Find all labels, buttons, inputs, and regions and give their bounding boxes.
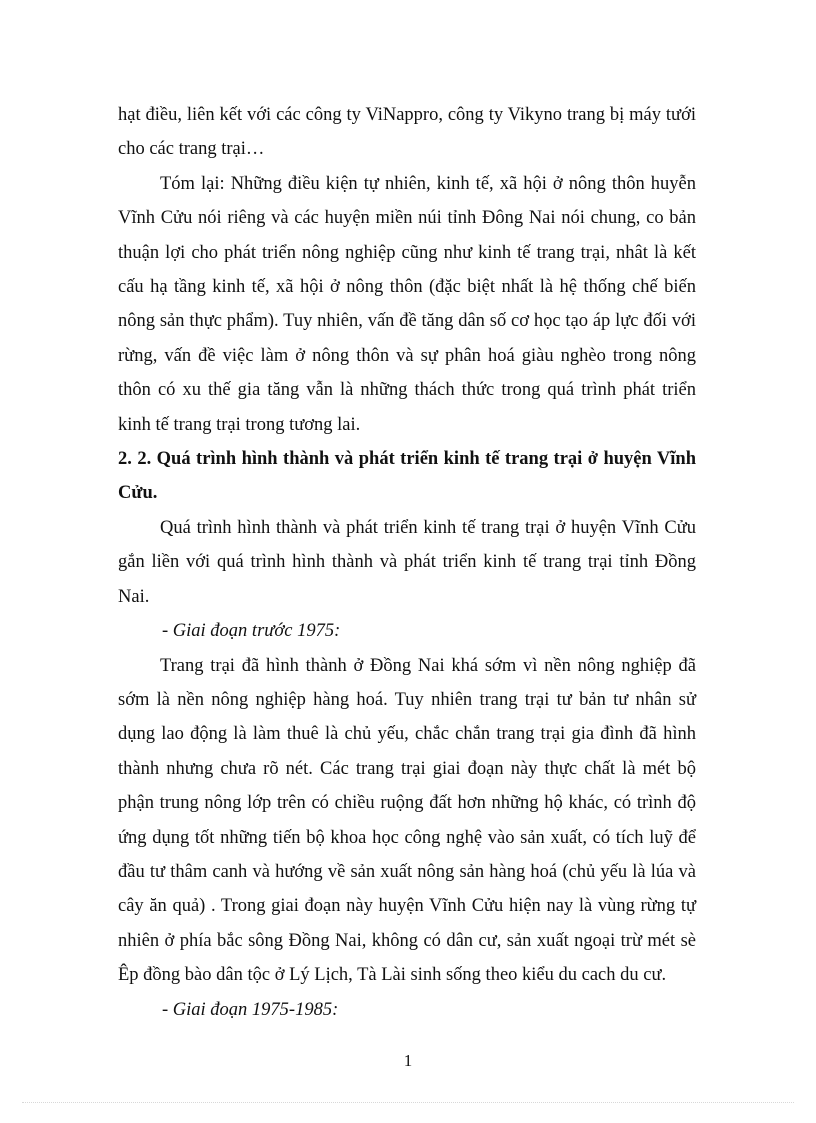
paragraph-summary: Tóm lại: Những điều kiện tự nhiên, kinh tế, xã hội ở nông thôn huyễn Vĩnh Cửu nói riêng và các huyện miền núi tỉnh Đông Nai nói chung, co bản thuận lợi cho phát triển nông nghiệp cũng như kinh tế trang trại, nhât là kết cấu hạ tầng kinh tế, xã hội ở nông thôn (đặc biệt nhất là hệ thống chế biến nông sản thực phẩm). Tuy nhiên, vấn đề tăng dân số cơ học tạo áp lực đối với rừng, vấn đề việc làm ở nông thôn và sự phân hoá giàu nghèo trong nông thôn có xu thế gia tăng vẫn là những thách thức trong quá trình phát triển kinh tế trang trại trong tương lai. [118, 173, 696, 435]
paragraph-intro: Quá trình hình thành và phát triển kinh tế trang trại ở huyện Vĩnh Cửu gắn liền với quá trình hình thành và phát triển kinh tế trang trại tỉnh Đồng Nai. [118, 517, 696, 607]
paragraph-before-1975: Trang trại đã hình thành ở Đồng Nai khá sớm vì nền nông nghiệp đã sớm là nền nông nghiệp hàng hoá. Tuy nhiên trang trại tư bản tư nhân sử dụng lao động là làm thuê là chủ yếu, chắc chắn trang trại gia đình đã hình thành nhưng chưa rõ nét. Các trang trại giai đoạn này thực chất là mét bộ phận trung nông lớp trên có chiều ruộng đất hơn những hộ khác, có trình độ ứng dụng tốt những tiến bộ khoa học công nghệ vào sản xuất, có tích luỹ để đầu tư thâm canh và hướng về sản xuất nông sản hàng hoá (chủ yếu là lúa và cây ăn quả) . Trong giai đoạn này huyện Vĩnh Cửu hiện nay là vùng rừng tự nhiên ở phía bắc sông Đồng Nai, không có dân cư, sản xuất ngoại trừ mét sè Êp đồng bào dân tộc ở Lý Lịch, Tà Lài sinh sống theo kiểu du cach du cư. [118, 655, 696, 986]
document-body [118, 98, 696, 1027]
section-heading: 2. 2. Quá trình hình thành và phát triển kinh tế trang trại ở huyện Vĩnh Cửu. [118, 449, 696, 504]
period-label-1975-1985: - Giai đoạn 1975-1985: [162, 999, 339, 1020]
period-label-before-1975: - Giai đoạn trước 1975: [162, 621, 341, 642]
paragraph-continuation: hạt điều, liên kết với các công ty ViNappro, công ty Vikyno trang bị máy tưới cho các trang trại… [118, 105, 696, 160]
page-bottom-rule [22, 1102, 794, 1103]
page-number: 1 [403, 1051, 413, 1070]
